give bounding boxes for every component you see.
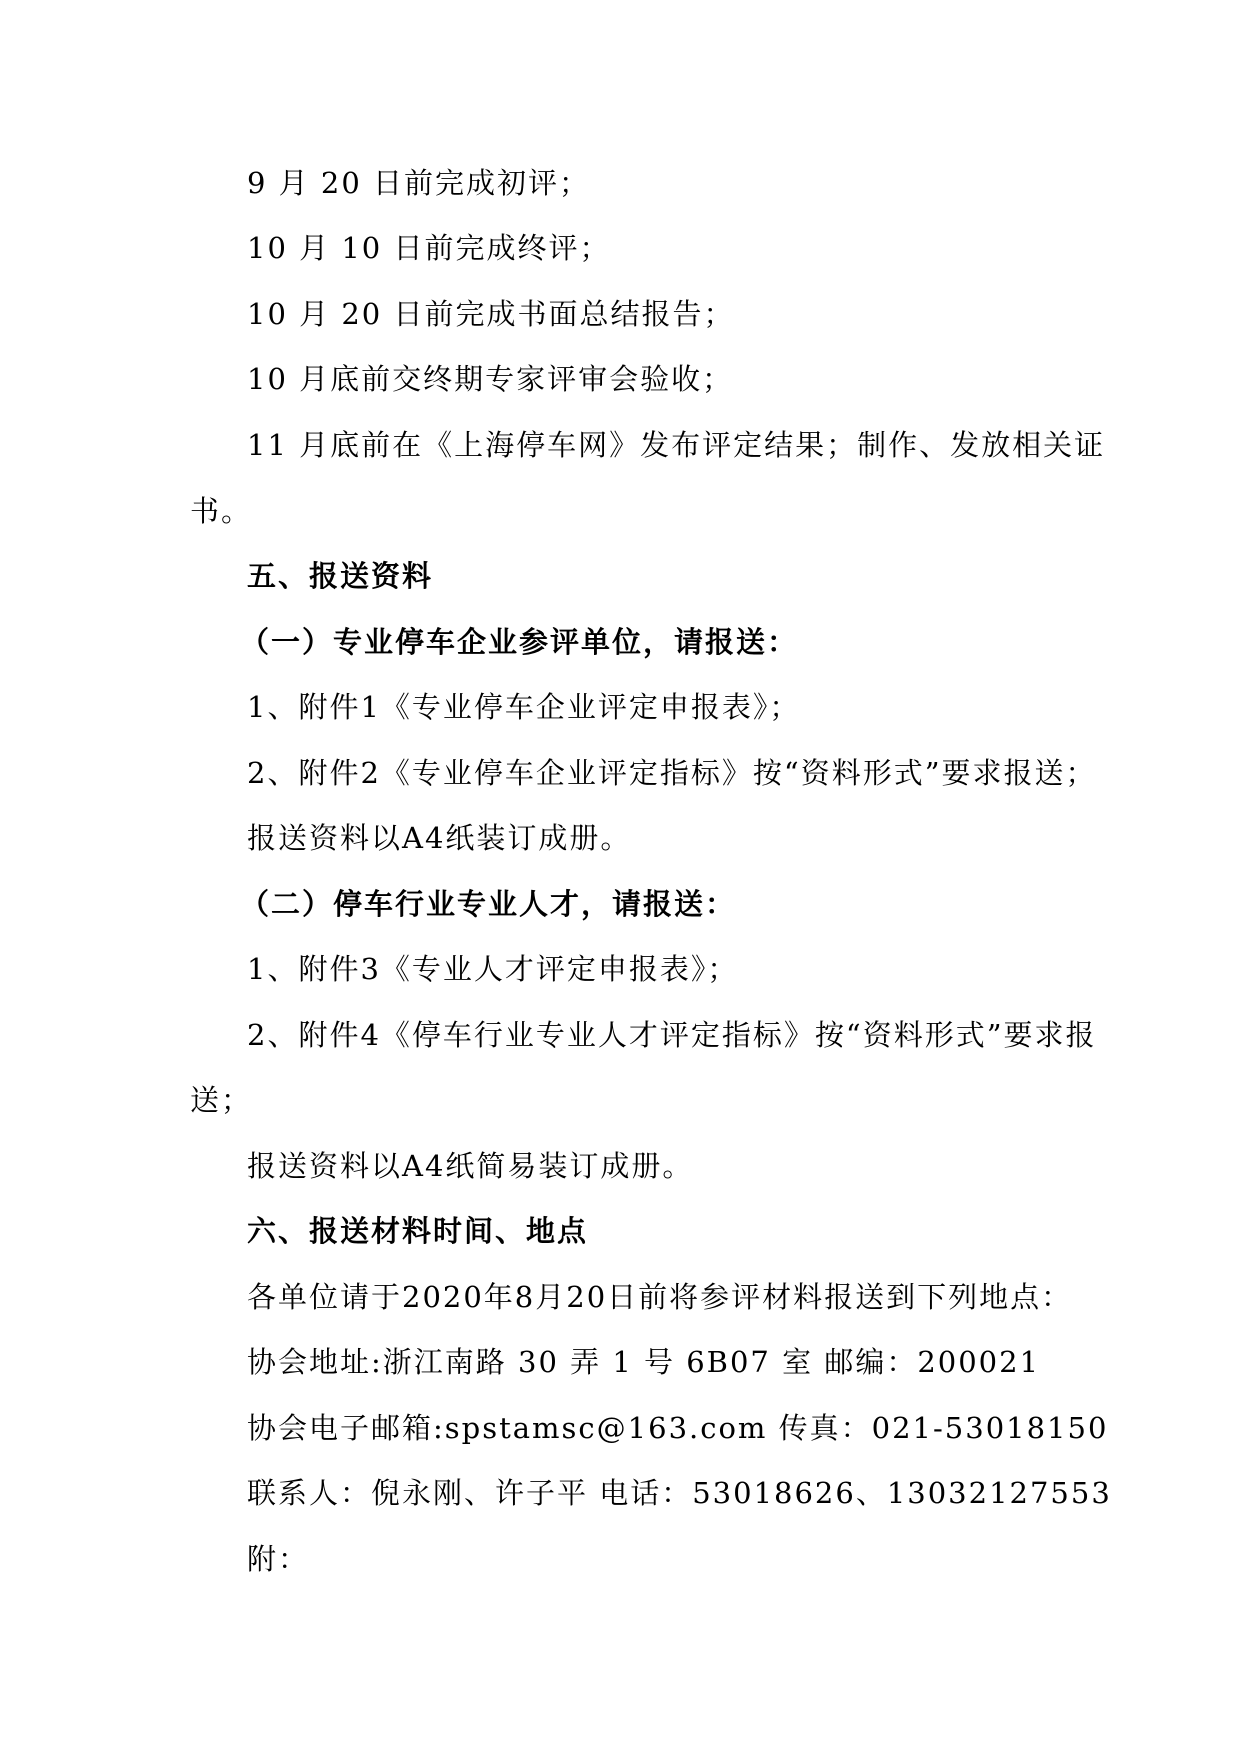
section-5-sub2-item1: 1、附件3《专业人才评定申报表》；	[247, 952, 739, 986]
section-5-heading: 五、报送资料	[247, 559, 434, 593]
schedule-line-publish-results-cont: 书。	[190, 494, 253, 528]
schedule-line-expert-acceptance: 10 月底前交终期专家评审会验收；	[247, 362, 734, 396]
section-5-sub2-item2: 2、附件4《停车行业专业人才评定指标》按“资料形式”要求报	[247, 1018, 1097, 1052]
section-5-sub1-item1: 1、附件1《专业停车企业评定申报表》；	[247, 690, 801, 724]
section-6-heading: 六、报送材料时间、地点	[247, 1214, 589, 1248]
section-5-sub2-note: 报送资料以A4纸简易装订成册。	[247, 1149, 694, 1183]
section-5-sub1-item2: 2、附件2《专业停车企业评定指标》按“资料形式”要求报送；	[247, 756, 1097, 790]
section-5-sub2-heading: （二）停车行业专业人才，请报送：	[240, 887, 737, 921]
association-address: 协会地址:浙江南路 30 弄 1 号 6B07 室 邮编：200021	[247, 1345, 1041, 1379]
section-5-sub2-item2-cont: 送；	[190, 1083, 253, 1117]
contact-person-phone: 联系人：倪永刚、许子平 电话：53018626、13032127553	[247, 1476, 1112, 1510]
schedule-line-final-review: 10 月 10 日前完成终评；	[247, 231, 611, 265]
association-email-fax: 协会电子邮箱:spstamsc@163.com 传真：021-53018150	[247, 1411, 1109, 1445]
section-5-sub1-heading: （一）专业停车企业参评单位，请报送：	[240, 625, 799, 659]
schedule-line-initial-review: 9 月 20 日前完成初评；	[247, 166, 591, 200]
schedule-line-publish-results: 11 月底前在《上海停车网》发布评定结果；制作、发放相关证	[247, 428, 1106, 462]
attachment-label: 附：	[247, 1542, 310, 1576]
section-6-intro: 各单位请于2020年8月20日前将参评材料报送到下列地点：	[247, 1280, 1073, 1314]
section-5-sub1-note: 报送资料以A4纸装订成册。	[247, 821, 632, 855]
schedule-line-summary-report: 10 月 20 日前完成书面总结报告；	[247, 297, 735, 331]
